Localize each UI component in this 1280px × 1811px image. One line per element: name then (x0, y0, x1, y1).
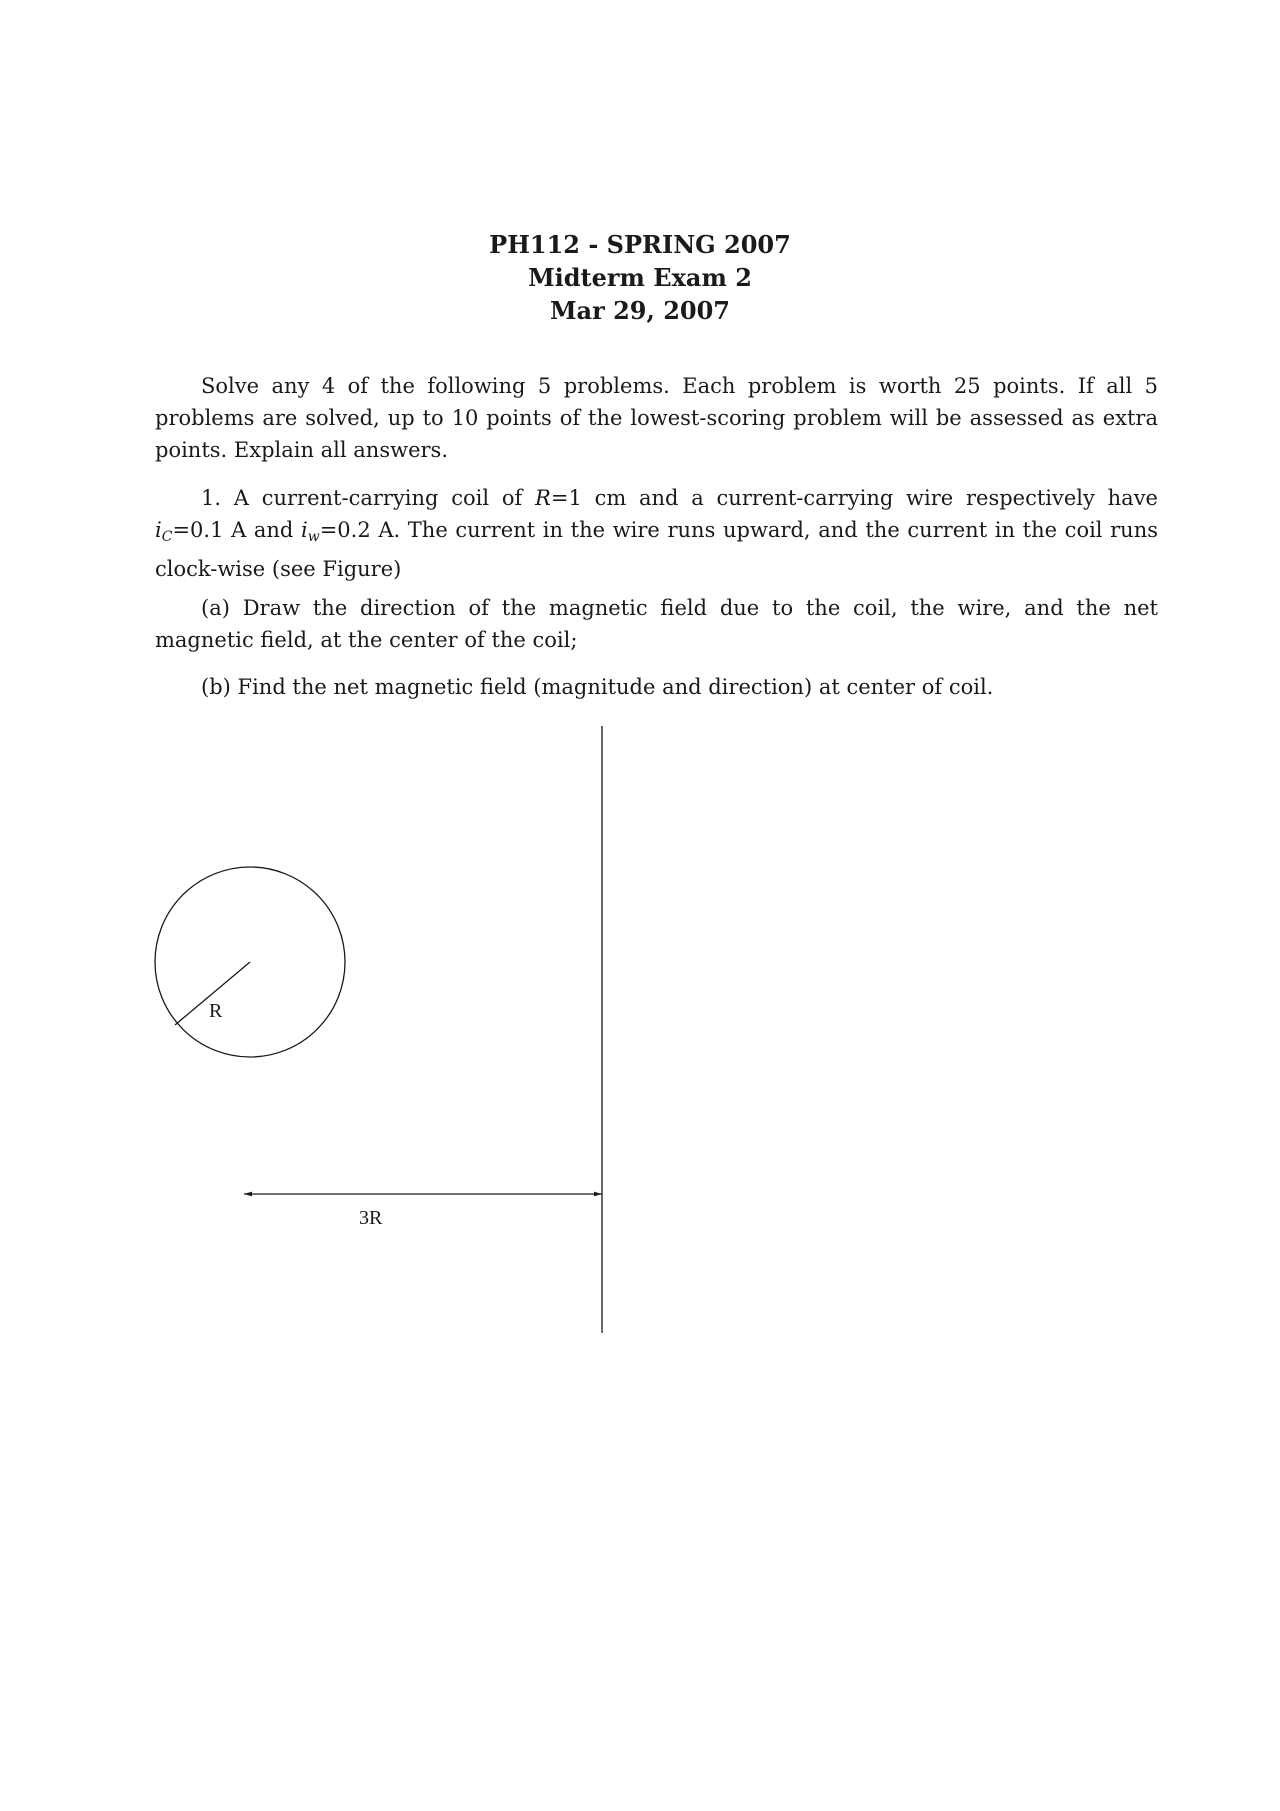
coil-current-subscript: C (161, 529, 173, 545)
instructions-text: Solve any 4 of the following 5 problems. Each problem is worth 25 points. If all 5 problems are solved, up to 10 points of the lowest-scoring problem will be assessed as extra points. Explain all answers. (155, 374, 1158, 462)
radius-variable: R (535, 486, 551, 510)
radius-label: R (209, 1000, 223, 1022)
course-title: PH112 - SPRING 2007 (489, 230, 791, 259)
problem-1-text-part1: 1. A current-carrying coil of (201, 486, 536, 510)
part-b-text: (b) Find the net magnetic field (magnitude and direction) at center of coil. (201, 675, 994, 699)
problem-1-text-part3: =0.1 A and (172, 518, 301, 542)
exam-date: Mar 29, 2007 (549, 296, 731, 325)
problem-1-text-part4: =0.2 A. The current in the wire runs upward, and the current in the coil runs clock-wise (see Figure) (155, 518, 1159, 581)
wire-current-variable: i (301, 518, 308, 542)
exam-title: Midterm Exam 2 (528, 263, 752, 292)
problem-1-text-part2: =1 cm and a current-carrying wire respectively have (550, 486, 1158, 510)
distance-label: 3R (359, 1207, 383, 1229)
wire-current-subscript: w (307, 529, 320, 545)
coil-current-variable: i (155, 518, 162, 542)
part-a-text: (a) Draw the direction of the magnetic field due to the coil, the wire, and the net magnetic field, at the center of the coil; (155, 596, 1158, 652)
